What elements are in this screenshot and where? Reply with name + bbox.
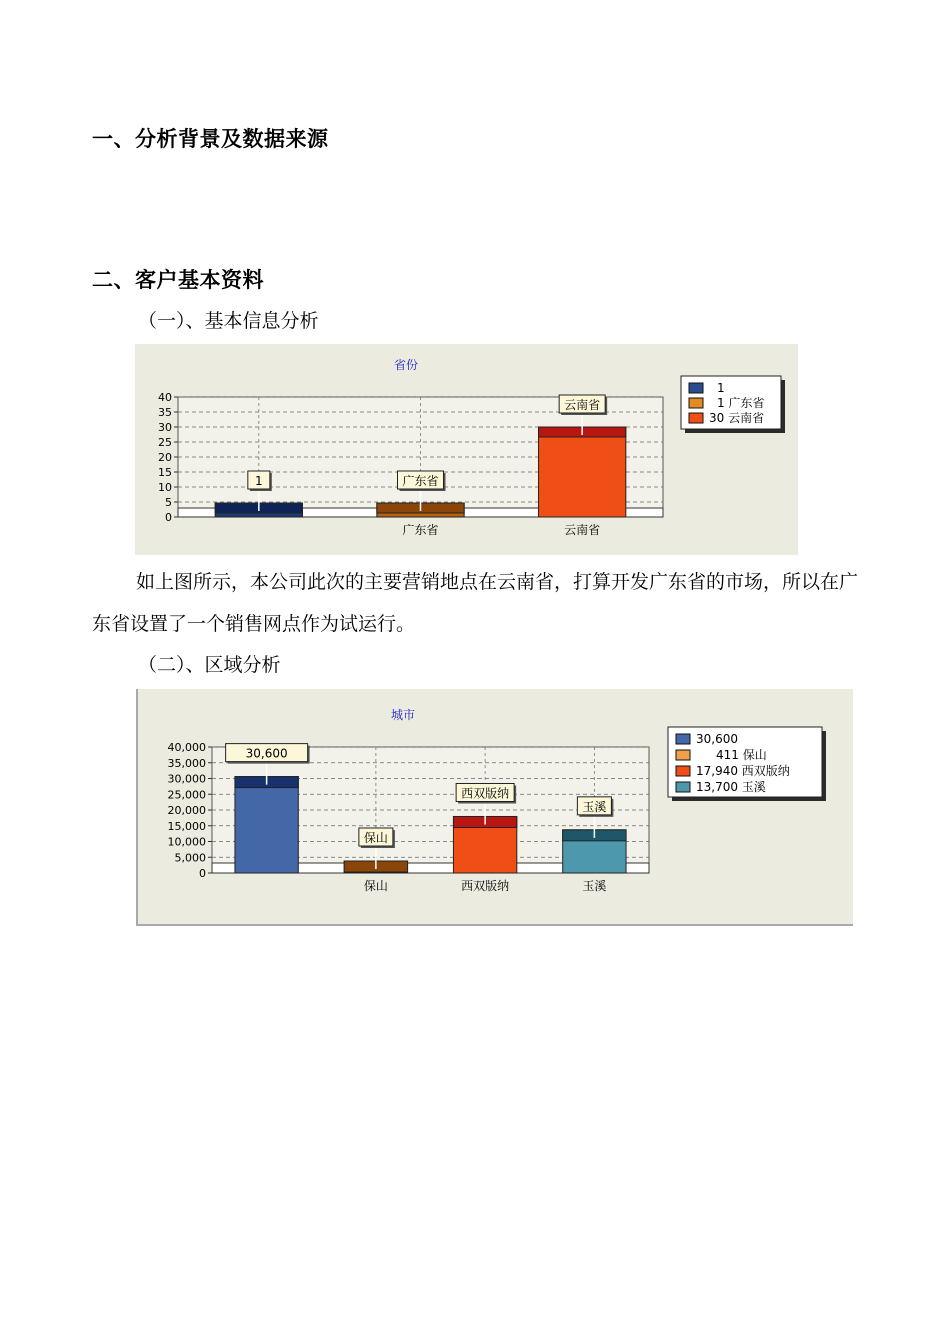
y-tick-label: 20 bbox=[158, 451, 172, 464]
analysis-paragraph-text: 如上图所示，本公司此次的主要营销地点在云南省，打算开发广东省的市场，所以在广东省设置了一个销售网点作为试运行。 bbox=[92, 571, 859, 635]
y-tick-label: 25 bbox=[158, 436, 172, 449]
y-tick-label: 0 bbox=[199, 867, 206, 880]
province-chart-svg bbox=[135, 344, 798, 555]
y-tick-label: 5,000 bbox=[174, 851, 206, 865]
data-label: 保山 bbox=[363, 831, 388, 845]
analysis-paragraph bbox=[92, 561, 862, 645]
legend-swatch bbox=[689, 383, 703, 393]
data-label: 1 bbox=[255, 474, 263, 488]
x-tick-label: 云南省 bbox=[564, 523, 601, 537]
chart-title: 城市 bbox=[390, 708, 416, 722]
y-tick-label: 10 bbox=[158, 481, 172, 494]
legend-label: 411 保山 bbox=[716, 748, 767, 762]
legend-swatch bbox=[676, 750, 690, 760]
x-tick-label: 保山 bbox=[363, 879, 388, 893]
section-heading-1: 一、分析背景及数据来源 bbox=[92, 127, 329, 151]
bar bbox=[235, 777, 298, 873]
legend-swatch bbox=[689, 413, 703, 423]
y-tick-label: 20,000 bbox=[167, 804, 206, 817]
province-chart bbox=[135, 344, 798, 555]
city-chart-svg bbox=[138, 689, 855, 926]
x-tick-label: 玉溪 bbox=[582, 879, 607, 893]
data-label: 玉溪 bbox=[582, 799, 607, 814]
y-tick-label: 15,000 bbox=[167, 819, 206, 833]
legend-label: 13,700 玉溪 bbox=[696, 780, 766, 794]
subheading-region: （二）、区域分析 bbox=[138, 654, 281, 676]
legend-label: 1 bbox=[717, 381, 725, 395]
data-label: 云南省 bbox=[564, 398, 601, 412]
legend-swatch bbox=[676, 782, 690, 792]
chart-title: 省份 bbox=[393, 358, 419, 372]
y-tick-label: 25,000 bbox=[167, 788, 206, 802]
y-tick-label: 40,000 bbox=[167, 741, 206, 754]
data-label: 西双版纳 bbox=[461, 786, 510, 801]
legend-label: 30,600 bbox=[696, 732, 738, 746]
data-label: 30,600 bbox=[245, 746, 288, 761]
city-chart bbox=[136, 689, 853, 926]
y-tick-label: 30 bbox=[158, 421, 172, 434]
data-label: 广东省 bbox=[402, 474, 439, 488]
bar bbox=[539, 427, 626, 517]
y-tick-label: 30,000 bbox=[167, 772, 206, 786]
legend-label: 30 云南省 bbox=[709, 411, 765, 425]
legend-label: 17,940 西双版纳 bbox=[696, 764, 790, 778]
y-tick-label: 15 bbox=[158, 466, 172, 479]
section-heading-2: 二、客户基本资料 bbox=[92, 268, 264, 292]
y-tick-label: 10,000 bbox=[167, 835, 206, 849]
legend-label: 1 广东省 bbox=[717, 396, 765, 410]
x-tick-label: 广东省 bbox=[402, 523, 439, 537]
x-tick-label: 西双版纳 bbox=[461, 879, 510, 893]
y-tick-label: 35,000 bbox=[167, 756, 206, 770]
subheading-basic-info: （一）、基本信息分析 bbox=[138, 310, 319, 332]
y-tick-label: 5 bbox=[165, 496, 172, 509]
y-tick-label: 35 bbox=[158, 406, 172, 419]
legend-swatch bbox=[676, 734, 690, 744]
legend-swatch bbox=[689, 398, 703, 408]
legend-swatch bbox=[676, 766, 690, 776]
y-tick-label: 0 bbox=[165, 511, 172, 524]
y-tick-label: 40 bbox=[158, 391, 172, 404]
